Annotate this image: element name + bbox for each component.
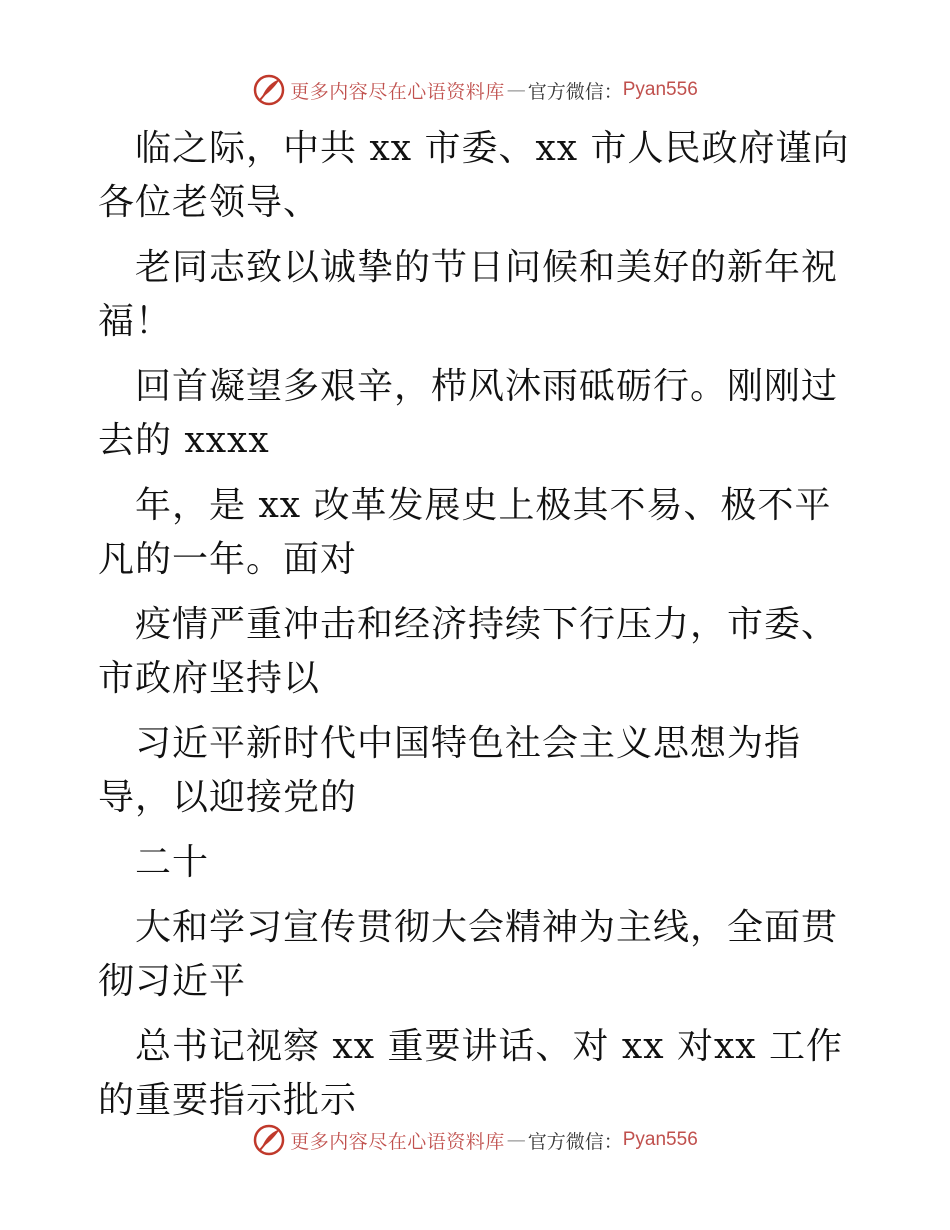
banner-main-text: 更多内容尽在心语资料库 [290,80,505,103]
paragraph: 疫情严重冲击和经济持续下行压力，市委、市政府坚持以 [98,604,839,699]
banner-dash: — [506,1129,526,1151]
banner-account: Pyan556 [622,79,698,100]
banner-dash: — [506,79,526,101]
paragraph: 老同志致以诚挚的节日问候和美好的新年祝福！ [98,247,839,342]
paragraph: 回首凝望多艰辛，栉风沐雨砥砺行。刚刚过去的 xxxx [98,366,839,461]
header-banner [0,70,950,110]
feather-pen-logo-icon [252,1123,286,1157]
document-body [98,122,858,1139]
banner-account: Pyan556 [622,1129,698,1150]
paragraph: 习近平新时代中国特色社会主义思想为指导，以迎接党的 [98,723,802,818]
paragraph: 年，是 xx 改革发展史上极其不易、极不平凡的一年。面对 [98,485,832,580]
paragraph: 大和学习宣传贯彻大会精神为主线，全面贯彻习近平 [98,907,839,1002]
footer-banner [0,1120,950,1160]
banner-wechat-label: 官方微信： [527,80,623,103]
paragraph: 临之际，中共 xx 市委、xx 市人民政府谨向各位老领导、 [98,128,850,223]
banner-main-text: 更多内容尽在心语资料库 [290,1130,505,1153]
paragraph: 二十 [135,842,210,883]
paragraph: 总书记视察 xx 重要讲话、对 xx 对xx 工作的重要指示批示 [98,1026,844,1121]
feather-pen-logo-icon [252,73,286,107]
banner-wechat-label: 官方微信： [527,1130,623,1153]
